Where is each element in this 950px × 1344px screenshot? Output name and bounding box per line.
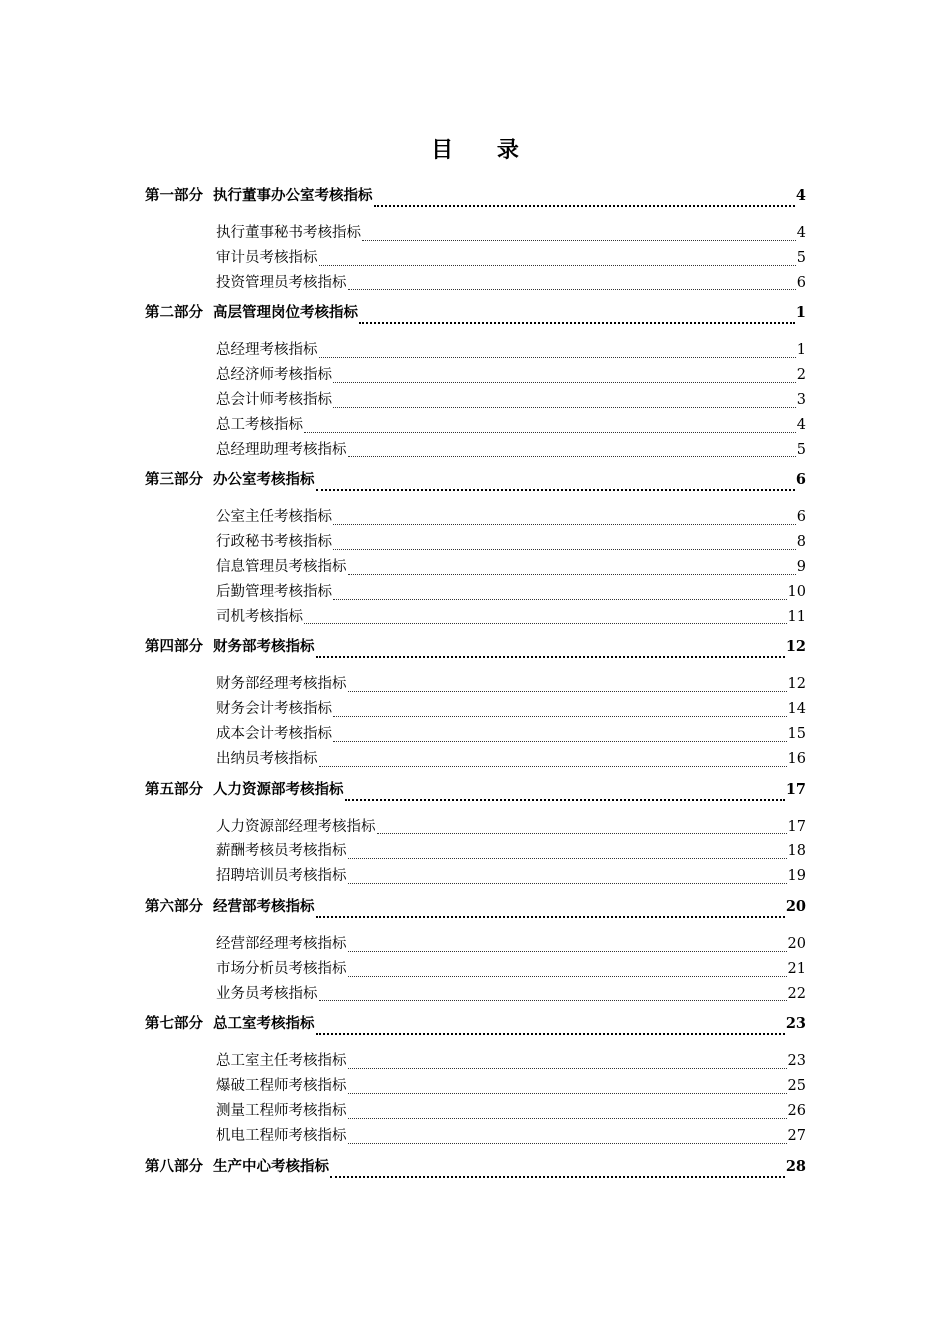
toc-entry-title: 后勤管理考核指标 xyxy=(216,583,332,600)
toc-part-title: 高层管理岗位考核指标 xyxy=(213,304,358,322)
toc-entry-title: 财务会计考核指标 xyxy=(216,701,332,718)
toc-part-heading[interactable] xyxy=(145,1155,806,1183)
toc-entry-title: 执行董事秘书考核指标 xyxy=(216,225,361,241)
dot-leader xyxy=(362,240,796,241)
toc-entry-title: 爆破工程师考核指标 xyxy=(216,1078,347,1095)
toc-entry-title: 审计员考核指标 xyxy=(216,249,318,266)
toc-entry-title: 总经理助理考核指标 xyxy=(216,441,347,458)
toc-part xyxy=(145,184,806,295)
toc-entry-title: 测量工程师考核指标 xyxy=(216,1102,347,1119)
toc-part-heading[interactable] xyxy=(145,468,806,496)
dot-leader xyxy=(377,833,787,834)
toc-page-number: 16 xyxy=(787,750,806,767)
toc-part-number: 第八部分 xyxy=(145,1157,203,1175)
dot-leader xyxy=(304,623,787,624)
dot-leader xyxy=(316,1033,785,1035)
toc-part-title: 经营部考核指标 xyxy=(213,897,315,915)
toc-entry[interactable] xyxy=(145,530,806,555)
toc-part-title: 人力资源部考核指标 xyxy=(213,780,344,798)
dot-leader xyxy=(348,691,787,692)
toc-part xyxy=(145,895,806,1006)
toc-page-number: 6 xyxy=(796,274,806,291)
toc-entry-title: 经营部经理考核指标 xyxy=(216,935,347,952)
toc-entry[interactable] xyxy=(145,722,806,747)
toc-page-number: 4 xyxy=(796,416,806,433)
toc-page-number: 9 xyxy=(796,558,806,575)
toc-part-title: 总工室考核指标 xyxy=(213,1015,315,1033)
toc-page-number: 8 xyxy=(796,534,806,551)
toc-entry[interactable] xyxy=(145,246,806,271)
toc-entry[interactable] xyxy=(145,555,806,580)
toc-entry[interactable] xyxy=(145,338,806,363)
toc-entry[interactable] xyxy=(145,697,806,722)
toc-part-heading[interactable] xyxy=(145,895,806,923)
dot-leader xyxy=(333,524,796,525)
toc-part-label xyxy=(145,1012,315,1033)
dot-leader xyxy=(319,1000,787,1001)
toc-entry[interactable] xyxy=(145,580,806,605)
toc-entry[interactable] xyxy=(145,932,806,957)
toc-page-number: 18 xyxy=(787,843,806,860)
dot-leader xyxy=(348,858,787,859)
toc-part-heading[interactable] xyxy=(145,635,806,663)
toc-page-number: 20 xyxy=(785,897,806,915)
dot-leader xyxy=(348,883,787,884)
dot-leader xyxy=(304,432,796,433)
dot-leader xyxy=(348,951,787,952)
dot-leader xyxy=(348,289,796,290)
dot-leader xyxy=(333,382,796,383)
toc-entry[interactable] xyxy=(145,839,806,864)
dot-leader xyxy=(319,357,796,358)
toc-part-number: 第六部分 xyxy=(145,897,203,915)
toc-page-number: 4 xyxy=(796,225,806,241)
toc-entry-title: 总经理考核指标 xyxy=(216,342,318,359)
toc-part-number: 第一部分 xyxy=(145,187,203,204)
toc-page-number: 15 xyxy=(787,725,806,742)
dot-leader xyxy=(319,766,787,767)
toc-entry[interactable] xyxy=(145,1074,806,1099)
toc-page-number: 14 xyxy=(787,701,806,718)
toc-entry-title: 总经济师考核指标 xyxy=(216,367,332,384)
toc-entry[interactable] xyxy=(145,605,806,630)
toc-entry-title: 出纳员考核指标 xyxy=(216,750,318,767)
toc-part xyxy=(145,778,806,889)
dot-leader xyxy=(333,716,787,717)
toc-entry[interactable] xyxy=(145,815,806,840)
toc-entry-title: 薪酬考核员考核指标 xyxy=(216,843,347,860)
toc-entry[interactable] xyxy=(145,1049,806,1074)
toc-page-number: 3 xyxy=(796,391,806,408)
toc-entry[interactable] xyxy=(145,413,806,438)
toc-part xyxy=(145,1155,806,1183)
toc-part-number: 第二部分 xyxy=(145,304,203,322)
page-title: 目 录 xyxy=(431,137,537,163)
toc-page-number: 28 xyxy=(785,1157,806,1175)
toc-page-number: 17 xyxy=(787,818,806,835)
toc-page-number: 6 xyxy=(796,509,806,526)
toc-page-number: 23 xyxy=(785,1015,806,1033)
toc-part-label xyxy=(145,468,315,489)
toc-entry[interactable] xyxy=(145,388,806,413)
dot-leader xyxy=(348,1093,787,1094)
toc-page-number: 22 xyxy=(787,985,806,1002)
dot-leader xyxy=(348,1143,787,1144)
toc-entry-title: 总会计师考核指标 xyxy=(216,391,332,408)
toc-page-number: 27 xyxy=(787,1127,806,1144)
toc-entry-title: 机电工程师考核指标 xyxy=(216,1127,347,1144)
toc-part-heading[interactable] xyxy=(145,184,806,212)
dot-leader xyxy=(348,1118,787,1119)
toc-entry[interactable] xyxy=(145,363,806,388)
toc-part xyxy=(145,1012,806,1148)
toc-page-number: 1 xyxy=(795,304,806,322)
toc-part-title: 执行董事办公室考核指标 xyxy=(213,187,373,204)
toc-page-number: 17 xyxy=(785,780,806,798)
dot-leader xyxy=(359,322,795,324)
toc-entry-title: 成本会计考核指标 xyxy=(216,725,332,742)
toc-part-label xyxy=(145,895,315,916)
toc-page-number: 1 xyxy=(796,342,806,359)
toc-part-number: 第三部分 xyxy=(145,471,203,489)
toc-entry[interactable] xyxy=(145,1099,806,1124)
toc-part-number: 第五部分 xyxy=(145,780,203,798)
toc-entry[interactable] xyxy=(145,271,806,296)
toc-entry-title: 公室主任考核指标 xyxy=(216,509,332,526)
toc-page-number: 2 xyxy=(796,367,806,384)
toc-page-number: 20 xyxy=(787,935,806,952)
dot-leader xyxy=(333,741,787,742)
toc-part-label xyxy=(145,301,358,322)
toc-page-number: 21 xyxy=(787,960,806,977)
dot-leader xyxy=(348,976,787,977)
dot-leader xyxy=(345,799,785,801)
toc-part-heading[interactable] xyxy=(145,1012,806,1040)
toc-entry-title: 业务员考核指标 xyxy=(216,985,318,1002)
toc-entry-title: 投资管理员考核指标 xyxy=(216,274,347,291)
toc-part xyxy=(145,301,806,462)
toc-page-number: 11 xyxy=(787,608,806,625)
toc-page-number: 12 xyxy=(787,676,806,693)
dot-leader xyxy=(333,599,787,600)
toc-page-number: 25 xyxy=(787,1078,806,1095)
dot-leader xyxy=(333,407,796,408)
toc-entry[interactable] xyxy=(145,1124,806,1149)
toc-part-heading[interactable] xyxy=(145,301,806,329)
toc-part-title: 生产中心考核指标 xyxy=(213,1157,329,1175)
table-of-contents xyxy=(145,184,806,1192)
toc-entry-title: 招聘培训员考核指标 xyxy=(216,868,347,885)
toc-part xyxy=(145,468,806,629)
toc-page-number: 6 xyxy=(795,471,806,489)
dot-leader xyxy=(348,574,796,575)
dot-leader xyxy=(316,916,785,918)
toc-entry-title: 总工室主任考核指标 xyxy=(216,1053,347,1070)
dot-leader xyxy=(374,205,795,207)
toc-entry-title: 司机考核指标 xyxy=(216,608,303,625)
toc-part-title: 办公室考核指标 xyxy=(213,471,315,489)
dot-leader xyxy=(316,656,785,658)
toc-part-number: 第四部分 xyxy=(145,638,203,656)
dot-leader xyxy=(348,1068,787,1069)
toc-entry[interactable] xyxy=(145,864,806,889)
toc-entry[interactable] xyxy=(145,957,806,982)
toc-entry-title: 行政秘书考核指标 xyxy=(216,534,332,551)
dot-leader xyxy=(316,489,795,491)
toc-entry[interactable] xyxy=(145,982,806,1007)
toc-part xyxy=(145,635,806,771)
toc-entry-title: 信息管理员考核指标 xyxy=(216,558,347,575)
toc-page-number: 26 xyxy=(787,1102,806,1119)
toc-entry[interactable] xyxy=(145,438,806,463)
toc-entry[interactable] xyxy=(145,505,806,530)
toc-part-title: 财务部考核指标 xyxy=(213,638,315,656)
toc-part-label xyxy=(145,1155,329,1176)
toc-page-number: 19 xyxy=(787,868,806,885)
toc-entry-title: 市场分析员考核指标 xyxy=(216,960,347,977)
toc-part-label xyxy=(145,635,315,656)
toc-entry-title: 总工考核指标 xyxy=(216,416,303,433)
toc-part-heading[interactable] xyxy=(145,778,806,806)
toc-page-number: 4 xyxy=(795,187,806,204)
toc-entry[interactable] xyxy=(145,672,806,697)
toc-page-number: 12 xyxy=(785,638,806,656)
toc-part-label xyxy=(145,778,344,799)
dot-leader xyxy=(330,1176,785,1178)
toc-entry[interactable] xyxy=(145,747,806,772)
toc-entry-title: 人力资源部经理考核指标 xyxy=(216,818,376,835)
toc-part-label xyxy=(145,184,373,205)
dot-leader xyxy=(333,549,796,550)
toc-entry-title: 财务部经理考核指标 xyxy=(216,676,347,693)
dot-leader xyxy=(319,265,796,266)
toc-page-number: 10 xyxy=(787,583,806,600)
toc-part-number: 第七部分 xyxy=(145,1015,203,1033)
dot-leader xyxy=(348,456,796,457)
toc-page-number: 23 xyxy=(787,1053,806,1070)
toc-page-number: 5 xyxy=(796,441,806,458)
toc-entry[interactable] xyxy=(145,221,806,246)
toc-page-number: 5 xyxy=(796,249,806,266)
